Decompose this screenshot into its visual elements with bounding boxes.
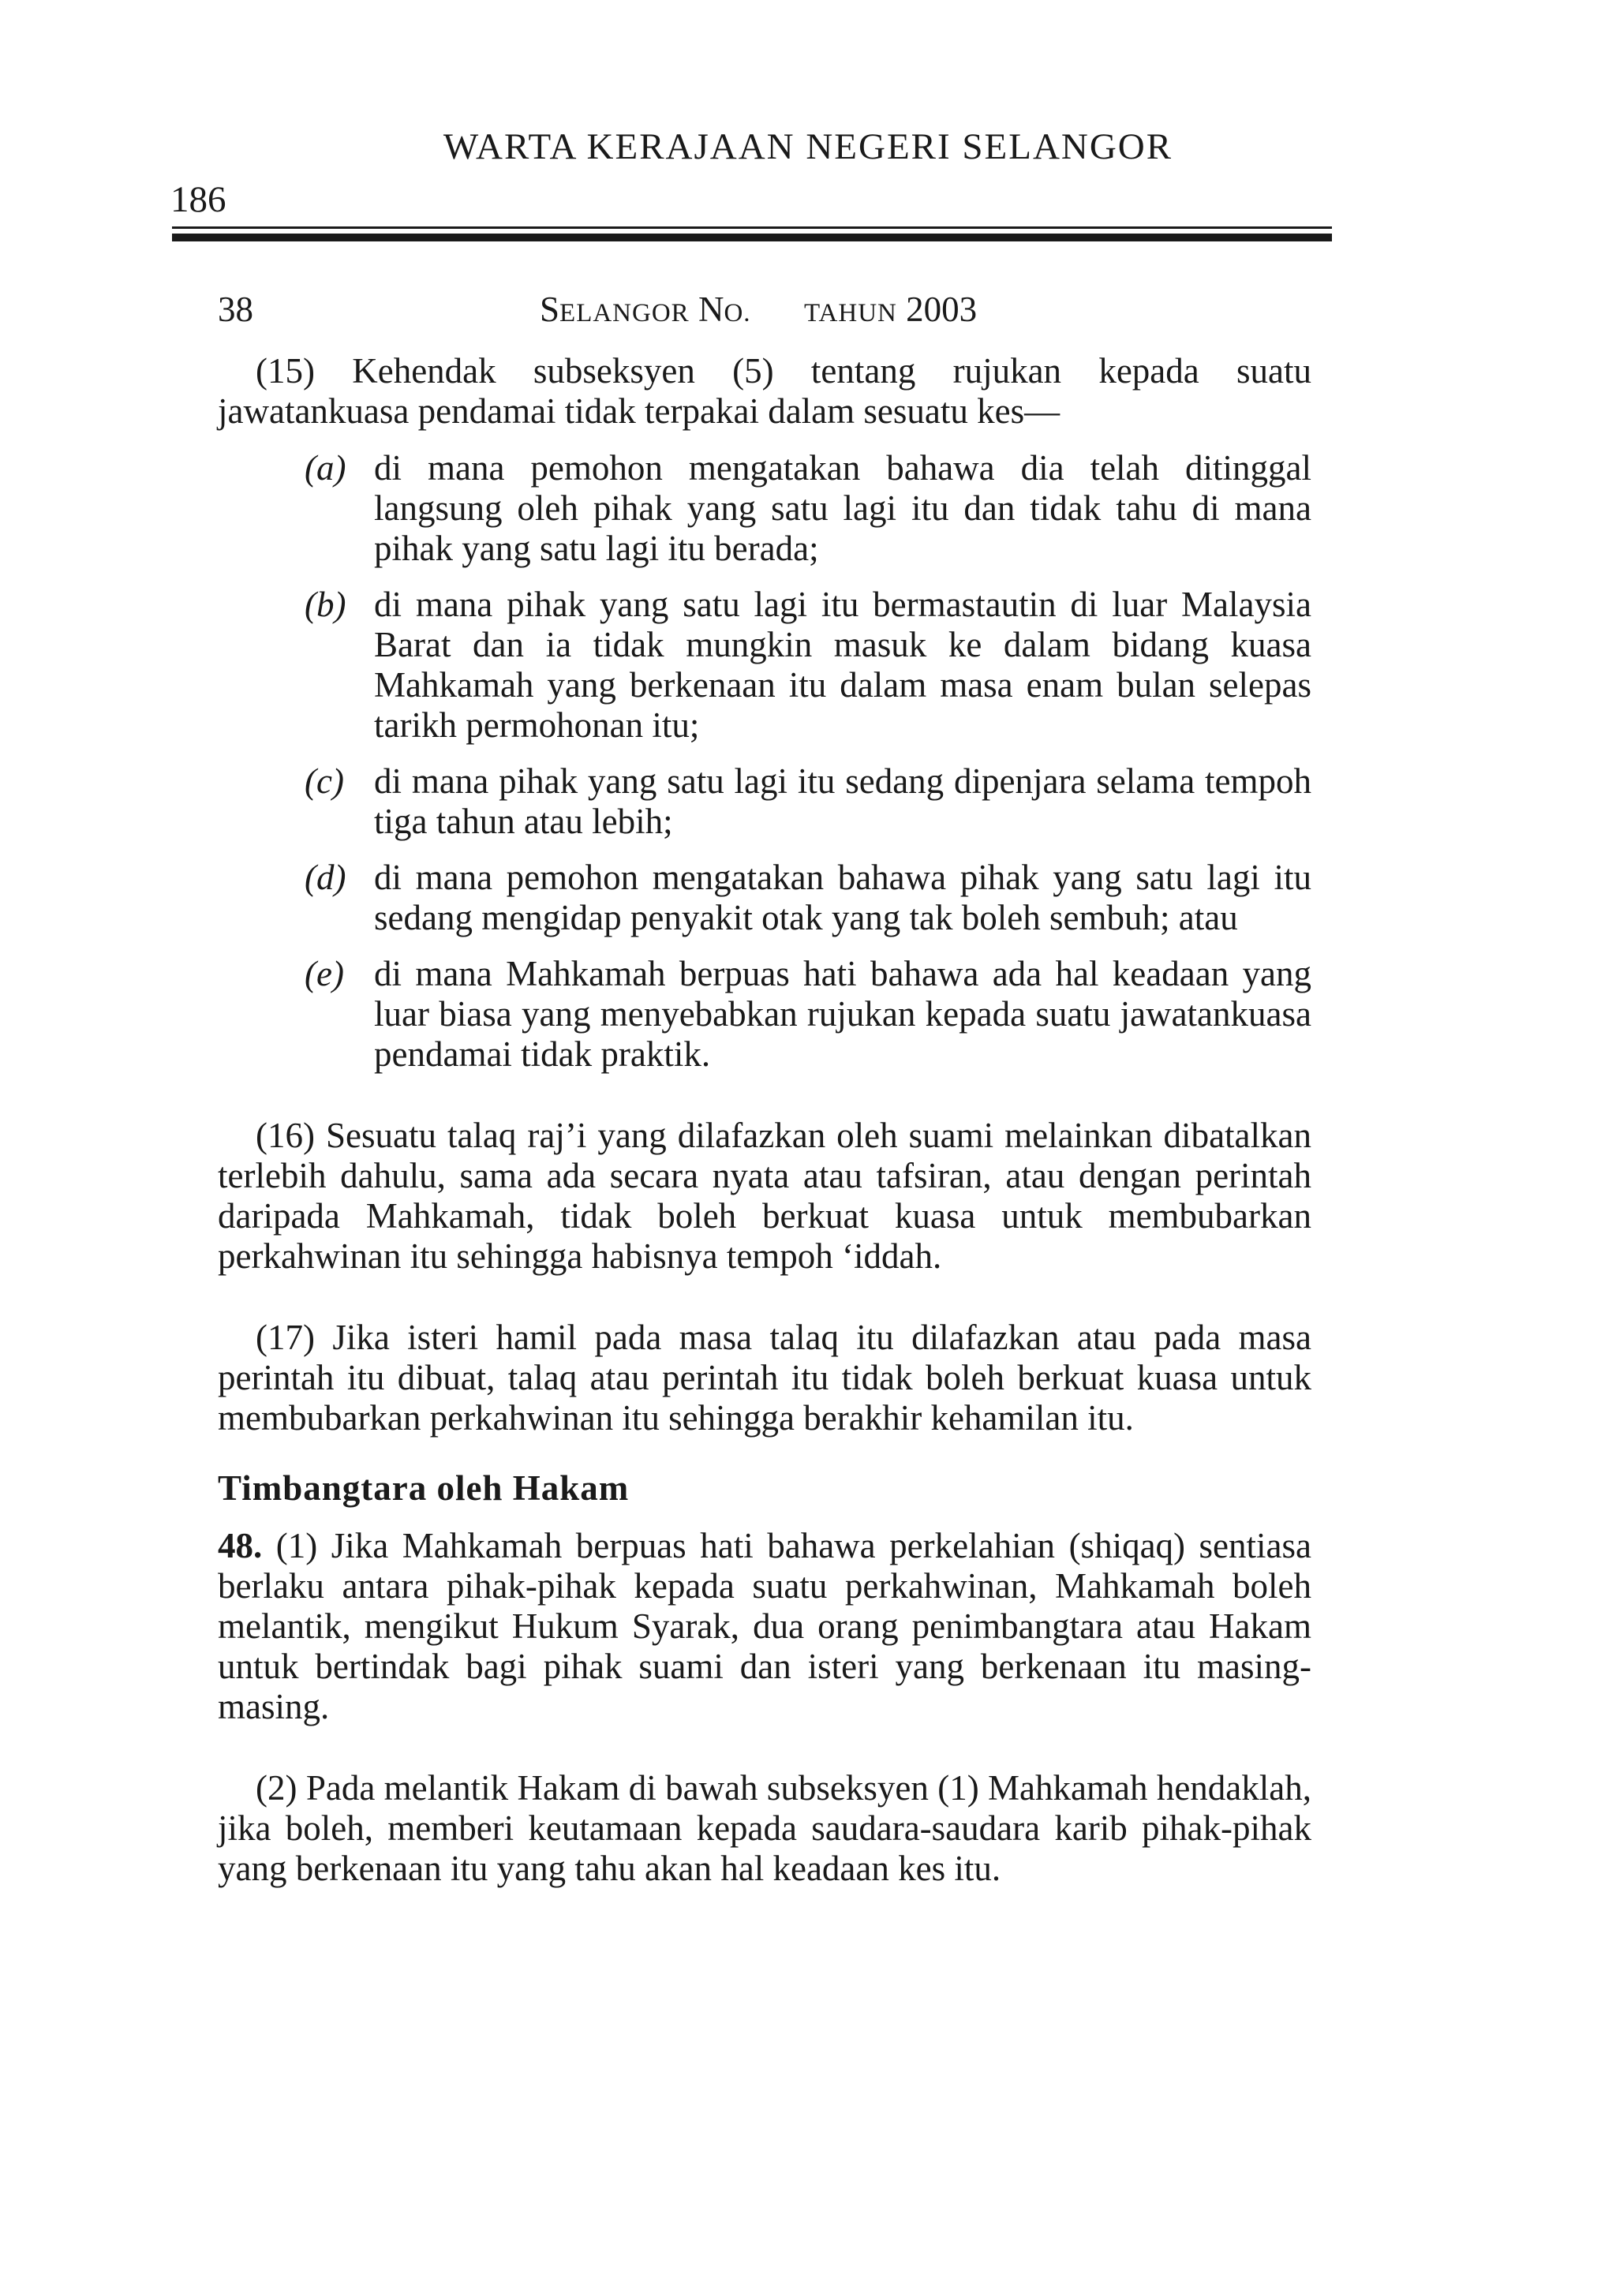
- para-15-intro: (15) Kehendak subseksyen (5) tentang rujukan kepada suatu jawatankuasa pendamai tidak terpakai dalam sesuatu kes—: [218, 351, 1311, 431]
- list-item-a: [218, 448, 1311, 569]
- header-rule-thick: [172, 234, 1332, 241]
- section-48-para-1: [218, 1526, 1311, 1727]
- para-16: (16) Sesuatu talaq raj’i yang dilafazkan oleh suami melainkan dibatalkan terlebih dahulu, sama ada secara nyata atau tafsiran, atau dengan perintah daripada Mahkamah, tidak boleh berkuat kuasa untuk membubarkan perkahwinan itu sehingga habisnya tempoh ‘iddah.: [218, 1116, 1311, 1276]
- gazette-title: WARTA KERAJAAN NEGERI SELANGOR: [443, 126, 1173, 167]
- list-item-c: [218, 761, 1311, 842]
- item-label: (e): [305, 954, 344, 993]
- header-rule-thin: [172, 226, 1332, 229]
- list-item-e: [218, 954, 1311, 1075]
- section-48-para-2: (2) Pada melantik Hakam di bawah subseksyen (1) Mahkamah hendaklah, jika boleh, memberi keutamaan kepada saudara-saudara karib pihak-pihak yang berkenaan itu yang tahu akan hal keadaan kes itu.: [218, 1768, 1311, 1888]
- section-number: 48.: [218, 1526, 263, 1565]
- running-head-year: 2003: [906, 290, 978, 329]
- running-head-o: O.: [724, 299, 751, 327]
- list-item-d: [218, 858, 1311, 938]
- sub-page-number: 38: [218, 290, 253, 329]
- page-number: 186: [170, 179, 226, 220]
- section-48-para-1-text: (1) Jika Mahkamah berpuas hati bahawa perkelahian (shiqaq) sentiasa berlaku antara pihak-pihak kepada suatu perkahwinan, Mahkamah boleh melantik, mengikut Hukum Syarak, dua orang penimbangtara atau Hakam untuk bertindak bagi pihak suami dan isteri yang berkenaan itu masing-masing.: [218, 1526, 1311, 1726]
- para-17: (17) Jika isteri hamil pada masa talaq itu dilafazkan atau pada masa perintah itu dibuat, talaq atau perintah itu tidak boleh berkuat kuasa untuk membubarkan perkahwinan itu sehingga berakhir kehamilan itu.: [218, 1318, 1311, 1438]
- item-label: (a): [305, 448, 346, 488]
- document-body: [218, 351, 1311, 1889]
- item-label: (d): [305, 858, 346, 897]
- item-label: (b): [305, 585, 346, 624]
- running-head-s: S: [540, 290, 560, 329]
- item-text: di mana pemohon mengatakan bahawa dia telah ditinggal langsung oleh pihak yang satu lagi itu dan tidak tahu di mana pihak yang satu lagi itu berada;: [374, 448, 1311, 568]
- running-head-tahun: TAHUN: [804, 299, 897, 327]
- item-text: di mana pihak yang satu lagi itu bermastautin di luar Malaysia Barat dan ia tidak mungkin masuk ke dalam bidang kuasa Mahkamah yang berkenaan itu dalam masa enam bulan selepas tarikh permohonan itu;: [374, 585, 1311, 745]
- list-item-b: [218, 585, 1311, 746]
- item-label: (c): [305, 761, 344, 801]
- item-text: di mana pemohon mengatakan bahawa pihak yang satu lagi itu sedang mengidap penyakit otak yang tak boleh sembuh; atau: [374, 858, 1311, 937]
- running-head: [540, 292, 977, 327]
- item-text: di mana Mahkamah berpuas hati bahawa ada hal keadaan yang luar biasa yang menyebabkan rujukan kepada suatu jawatankuasa pendamai tidak praktik.: [374, 954, 1311, 1074]
- running-head-n: N: [698, 290, 724, 329]
- running-head-elangor: ELANGOR: [559, 299, 690, 327]
- section-heading: Timbangtara oleh Hakam: [218, 1468, 630, 1508]
- item-text: di mana pihak yang satu lagi itu sedang dipenjara selama tempoh tiga tahun atau lebih;: [374, 761, 1311, 841]
